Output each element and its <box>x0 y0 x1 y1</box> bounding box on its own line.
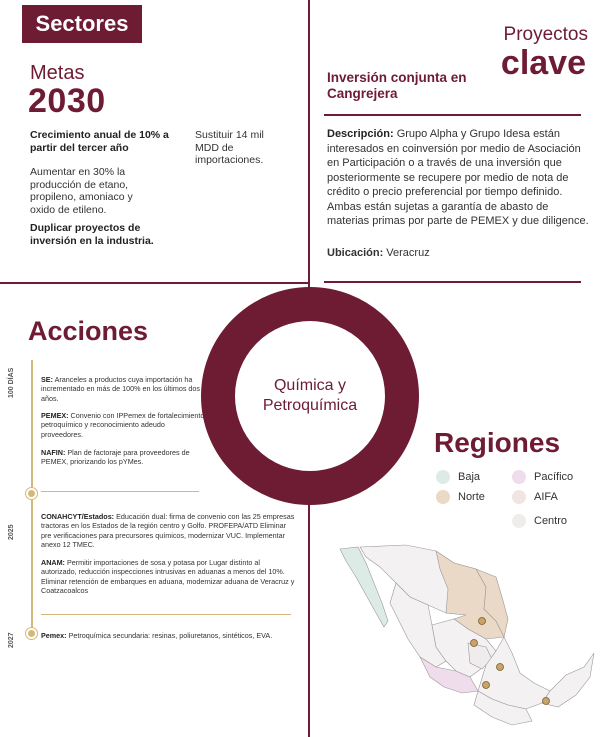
proyecto-ubicacion <box>327 247 430 259</box>
region-swatch <box>436 490 450 504</box>
timeline-dot-icon <box>26 628 37 639</box>
accion-se <box>41 375 205 403</box>
region-name: AIFA <box>534 491 558 503</box>
region-legend-pacifico <box>512 470 573 484</box>
region-swatch <box>512 490 526 504</box>
acciones-title: Acciones <box>28 316 149 346</box>
accion-pemex-2027 <box>41 631 296 640</box>
region-swatch <box>436 470 450 484</box>
region-swatch <box>512 514 526 528</box>
meta-item-duplicar: Duplicar proyectos de inversión en la industria. <box>30 222 154 247</box>
accion-text: Educación dual: firma de convenio con las 25 empresas tractoras en los Estados de la región centro y Golfo. PROFEPA/ATD Eliminar pre verificaciones para precursores químicos, modernizar VUC. Implementar anexo 12 TMEC. <box>41 512 295 550</box>
proyecto-title: Inversión conjunta en Cangrejera <box>327 70 467 101</box>
accion-text: Permitir importaciones de sosa y potasa por Lugar distinto al autorizado, reducción inspecciones intrusivas en aduanas a menos del 10%. Eliminar retención de embarques en aduana, modernizar aduana de Veracruz y Coatzacoalcos <box>41 558 295 596</box>
divider-horizontal-left <box>0 282 308 284</box>
proyectos-rule-bottom <box>324 281 581 283</box>
region-legend-norte <box>436 490 485 504</box>
accion-label: NAFIN: <box>41 448 66 457</box>
accion-label: Pemex: <box>41 631 67 640</box>
metas-year: 2030 <box>28 82 106 120</box>
region-swatch <box>512 470 526 484</box>
divider-vertical-bottom <box>308 495 310 737</box>
period-divider <box>41 614 291 615</box>
region-name: Norte <box>458 491 485 503</box>
timeline-year-100-dias: 100 DÍAS <box>8 367 15 398</box>
proyectos-clave: clave <box>500 44 586 82</box>
metas-label: Metas <box>30 62 85 84</box>
ubicacion-label: Ubicación: <box>327 247 384 259</box>
accion-text: Convenio con IPPemex de fortalecimiento petroquímico y reconocimiento adeudo proveedores. <box>41 411 205 439</box>
accion-text: Petroquímica secundaria: resinas, poliuretanos, sintéticos, EVA. <box>66 631 273 640</box>
accion-text: Aranceles a productos cuya importación ha incrementado en más de 100% en los últimos dos años. <box>41 375 201 403</box>
sector-name <box>236 376 384 416</box>
accion-label: PEMEX: <box>41 411 69 420</box>
region-legend-aifa <box>512 490 558 504</box>
timeline-dot-icon <box>26 488 37 499</box>
timeline-year-2027: 2027 <box>8 632 15 648</box>
ubicacion-value: Veracruz <box>386 247 430 259</box>
proyecto-descripcion <box>327 127 589 229</box>
accion-text: Plan de factoraje para proveedores de PEMEX, priorizando los pYMes. <box>41 448 190 467</box>
meta-item-produccion: Aumentar en 30% la producción de etano, propileno, amoniaco y oxido de etileno. <box>30 166 133 216</box>
period-divider <box>41 491 199 492</box>
region-name: Baja <box>458 471 481 483</box>
proyectos-rule-top <box>324 114 581 116</box>
sector-name-line2: Petroquímica <box>262 397 358 414</box>
accion-label: ANAM: <box>41 558 65 567</box>
descripcion-label: Descripción: <box>327 128 394 140</box>
sectores-tag <box>22 5 142 43</box>
meta-item-sustituir: Sustituir 14 mil MDD de importaciones. <box>195 129 264 166</box>
meta-item-crecimiento: Crecimiento anual de 10% a partir del tercer año <box>30 129 169 154</box>
accion-anam <box>41 558 296 596</box>
sector-name-line1: Química y <box>273 377 346 394</box>
regiones-title: Regiones <box>434 427 561 458</box>
accion-label: SE: <box>41 375 53 384</box>
region-legend-baja <box>436 470 480 484</box>
proyectos-label: Proyectos <box>503 24 588 45</box>
region-name: Pacífico <box>534 471 574 483</box>
timeline-year-2025: 2025 <box>8 524 15 540</box>
mexico-map-icon <box>336 543 598 728</box>
accion-nafin <box>41 448 205 467</box>
divider-vertical-top <box>308 0 310 290</box>
accion-pemex <box>41 411 205 439</box>
accion-label: CONAHCYT/Estados: <box>41 512 115 521</box>
region-name: Centro <box>534 515 568 527</box>
accion-conahcyt <box>41 512 296 550</box>
region-legend-centro <box>512 514 567 528</box>
sectores-label: Sectores <box>35 11 129 36</box>
descripcion-text: Grupo Alpha y Grupo Idesa están interesados en coinversión por medio de Asociación en Participación o a través de una inversión que posteriormente se recupere por medio de nota de crédito o precio preferencial por tiempo definido. Ambas están sujetas a garantía de abasto de materias primas por parte de PEMEX y due diligence. <box>327 128 589 227</box>
